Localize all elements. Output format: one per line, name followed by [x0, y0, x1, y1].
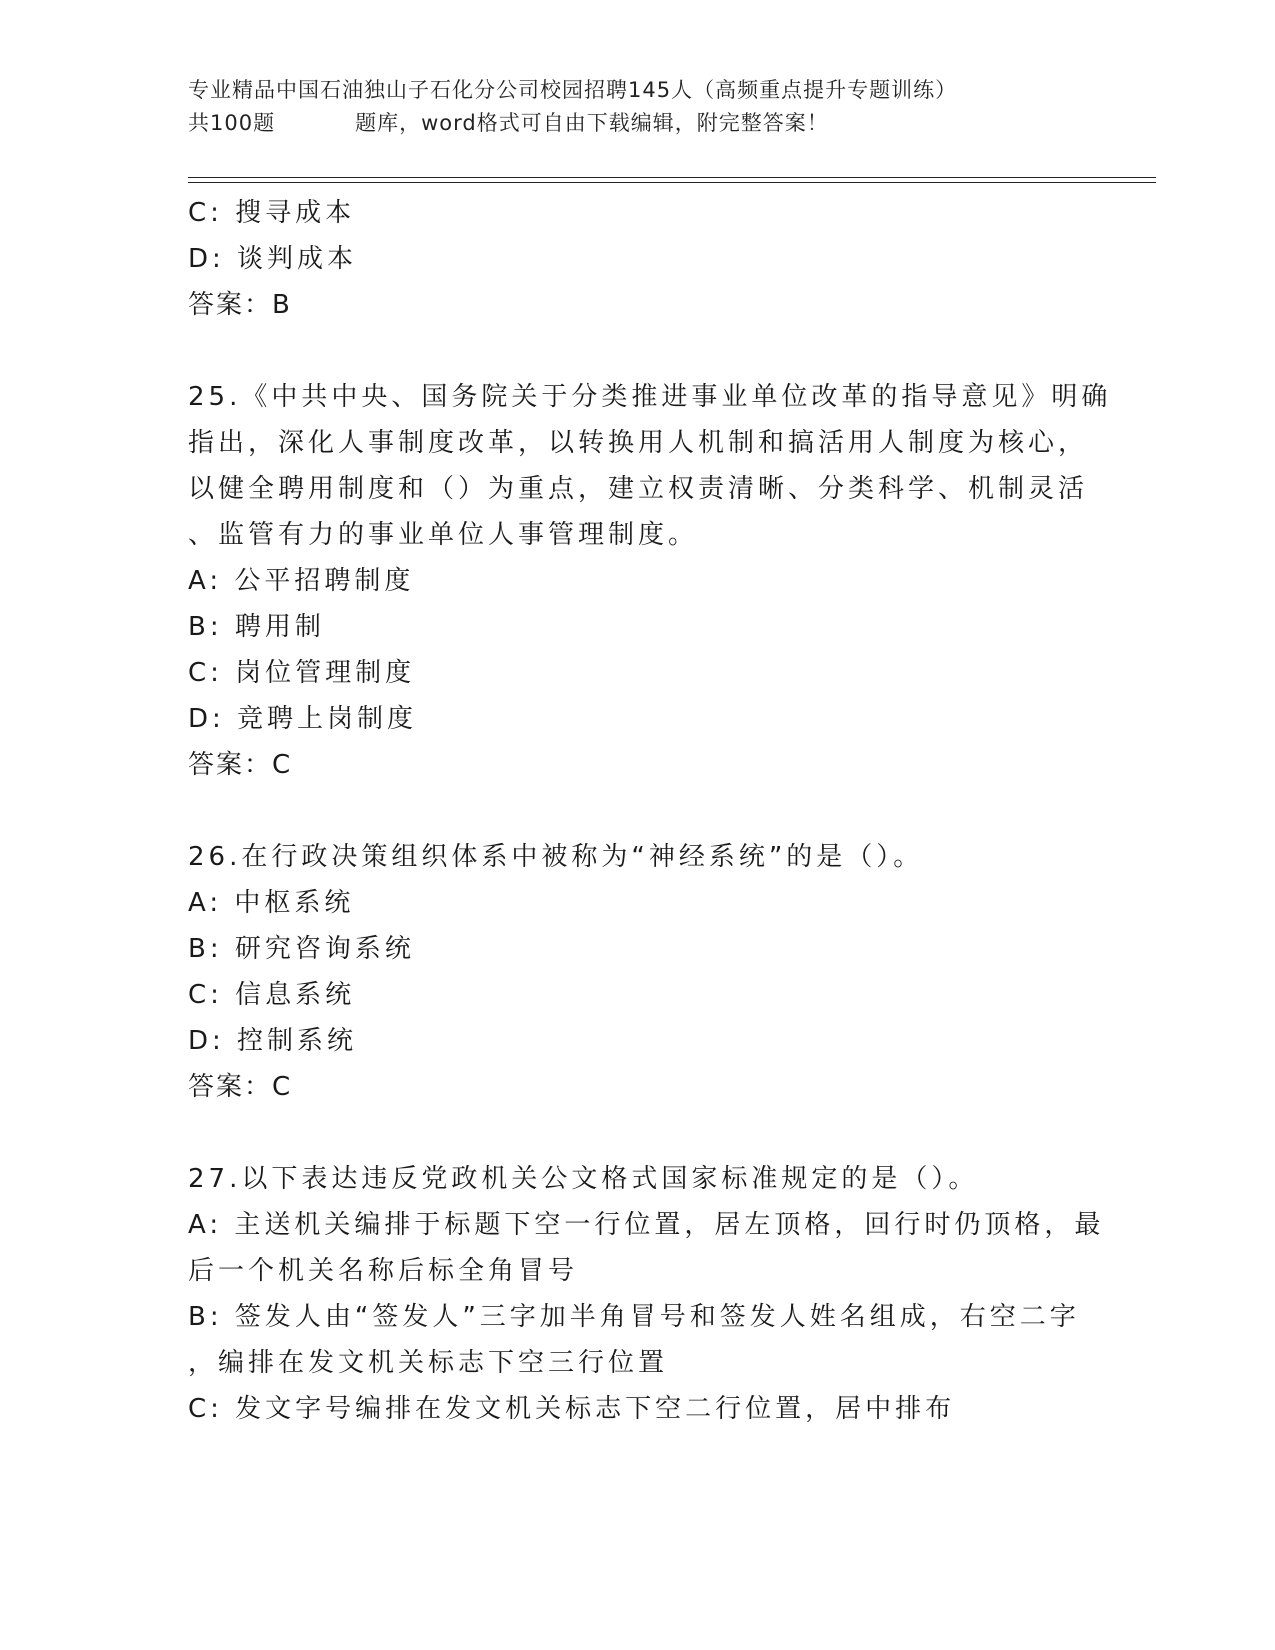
option-c: C: 发文字号编排在发文机关标志下空二行位置，居中排布 — [188, 1394, 956, 1424]
header-rule-thin — [188, 182, 1156, 183]
document-header — [188, 74, 1148, 140]
option-d: D: 竞聘上岗制度 — [188, 704, 418, 734]
answer-line: 答案：B — [188, 290, 292, 320]
header-description: 题库，word格式可自由下载编辑，附完整答案！ — [355, 111, 829, 135]
option-a-continued: 后一个机关名称后标全角冒号 — [188, 1256, 579, 1286]
header-subtitle — [188, 107, 1148, 140]
question-text-line: 指出，深化人事制度改革，以转换用人机制和搞活用人制度为核心， — [188, 428, 1089, 458]
option-c: C: 信息系统 — [188, 980, 356, 1010]
question-block-25 — [188, 374, 1112, 788]
header-title: 专业精品中国石油独山子石化分公司校园招聘145人（高频重点提升专题训练） — [188, 78, 958, 102]
spacer — [188, 788, 1088, 834]
answer-line: 答案：C — [188, 1072, 293, 1102]
option-d: D: 谈判成本 — [188, 244, 358, 274]
option-c: C: 岗位管理制度 — [188, 658, 416, 688]
option-b-continued: ，编排在发文机关标志下空三行位置 — [188, 1348, 669, 1378]
option-a: A: 公平招聘制度 — [188, 566, 415, 596]
question-block-24 — [188, 190, 1088, 328]
question-text-line: 25.《中共中央、国务院关于分类推进事业单位改革的指导意见》明确 — [188, 382, 1112, 412]
header-question-count: 共100题 — [188, 111, 276, 135]
option-b: B: 聘用制 — [188, 612, 325, 642]
option-b: B: 签发人由“签发人”三字加半角冒号和签发人姓名组成，右空二字 — [188, 1302, 1080, 1332]
document-body — [188, 190, 1112, 1432]
option-a: A: 中枢系统 — [188, 888, 355, 918]
spacer — [188, 1110, 1088, 1156]
header-rule-thick — [188, 177, 1156, 178]
option-b: B: 研究咨询系统 — [188, 934, 415, 964]
option-c: C: 搜寻成本 — [188, 198, 356, 228]
option-a: A: 主送机关编排于标题下空一行位置，居左顶格，回行时仍顶格，最 — [188, 1210, 1105, 1240]
answer-line: 答案：C — [188, 750, 293, 780]
question-block-27 — [188, 1156, 1105, 1432]
spacer — [188, 328, 1088, 374]
question-text-line: 以健全聘用制度和（）为重点，建立权责清晰、分类科学、机制灵活 — [188, 474, 1089, 504]
question-text-line: 、监管有力的事业单位人事管理制度。 — [188, 520, 699, 550]
question-block-26 — [188, 834, 1088, 1110]
option-d: D: 控制系统 — [188, 1026, 358, 1056]
question-text-line: 26.在行政决策组织体系中被称为“神经系统”的是（）。 — [188, 842, 924, 872]
question-text-line: 27.以下表达违反党政机关公文格式国家标准规定的是（）。 — [188, 1164, 979, 1194]
